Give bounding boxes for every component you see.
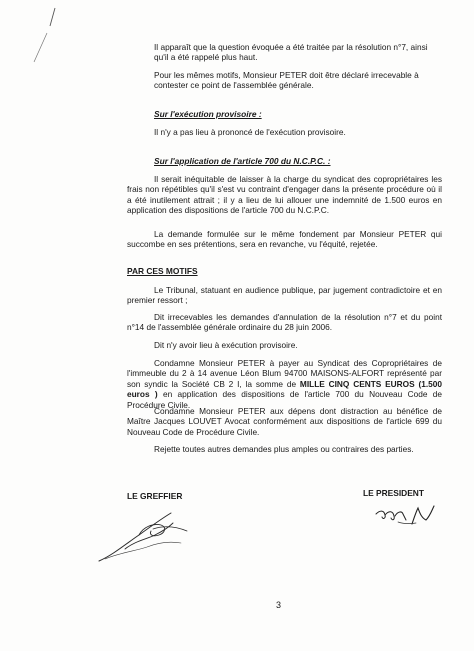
paragraph-irrecevables: Dit irrecevables les demandes d'annulation de la résolution n°7 et du point n°14 de l'assemblée générale ordinaire du 28 juin 2006. [127,312,442,333]
condamne-text-a: Condamne Monsieur PETER à payer au Syndicat des Copropriétaires de l'immeuble du 2 à 14 avenue Léon Blum 94700 MAISONS-ALFORT représenté par son syndic la Société CB 2 I, la somme de [127,358,442,389]
paragraph-peter-rejected: La demande formulée sur le même fondement par Monsieur PETER qui succombe en ses prétentions, sera en revanche, vu l'équité, rejetée. [127,229,442,250]
greffier-signature [95,505,195,567]
amount-in-words: MILLE CINQ CENTS EUROS (1.500 euros ) [127,378,443,400]
scan-mark-mid [34,33,47,62]
paragraph-resolution-7: Il apparaît que la question évoquée a été traitée par la résolution n°7, ainsi qu'il a été rappelé plus haut. [154,42,428,63]
scan-mark-top [50,8,55,26]
condamne-text-c: en application des dispositions de l'article 700 du Nouveau Code de Procédure Civile. [127,389,442,410]
president-signature [374,500,444,530]
paragraph-condamne-payer [127,358,442,410]
page-number: 3 [276,600,282,610]
paragraph-same-motives: Pour les mêmes motifs, Monsieur PETER doit être déclaré irrecevable à contester ce point de l'assemblée générale. [154,70,419,91]
heading-execution-provisoire: Sur l'exécution provisoire : [154,109,262,119]
heading-par-ces-motifs: PAR CES MOTIFS [127,266,198,276]
heading-article-700: Sur l'application de l'article 700 du N.C.P.C. : [154,156,331,166]
paragraph-no-execution: Il n'y a pas lieu à prononcé de l'exécution provisoire. [154,127,346,137]
paragraph-indemnity: Il serait inéquitable de laisser à la charge du syndicat des copropriétaires les frais non répétibles qu'il s'est vu contraint d'engager dans la présente procédure où il a été inutilement attrait ; il y a lieu de lui allouer une indemnité de 1.500 euros en application des dispositions de l'article 700 du N.C.P.C. [127,174,442,216]
paragraph-condamne-depens: Condamne Monsieur PETER aux dépens dont distraction au bénéfice de Maître Jacques LOUVET Avocat conformément aux dispositions de l'article 699 du Nouveau Code de Procédure Civile. [127,406,442,437]
paragraph-rejette: Rejette toutes autres demandes plus amples ou contraires des parties. [154,444,414,454]
signature-label-president: LE PRESIDENT [363,488,424,498]
paragraph-no-provisional: Dit n'y avoir lieu à exécution provisoire. [154,340,298,350]
signature-label-greffier: LE GREFFIER [127,491,183,501]
paragraph-tribunal: Le Tribunal, statuant en audience publique, par jugement contradictoire et en premier ressort ; [127,285,442,306]
